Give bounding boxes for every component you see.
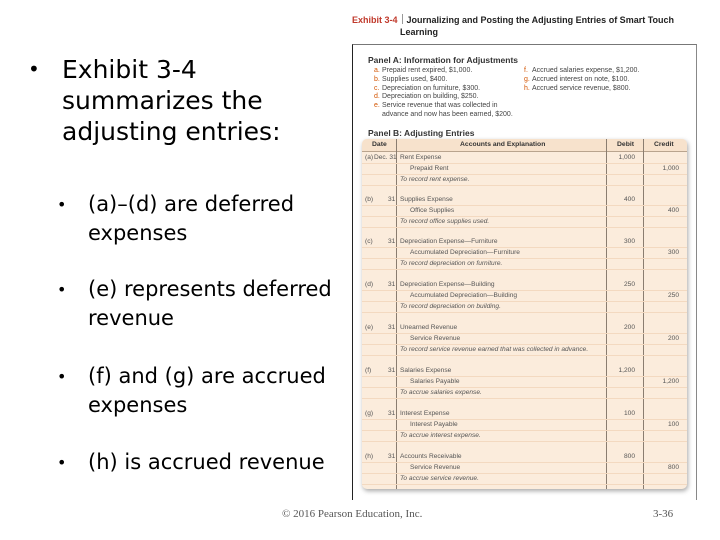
page-number: 3-36 bbox=[653, 508, 674, 520]
exhibit-title bbox=[352, 14, 712, 38]
panel-a-title: Panel A: Information for Adjustments bbox=[368, 55, 519, 65]
panel-a-col2 bbox=[524, 67, 694, 93]
bullet-icon: • bbox=[57, 195, 67, 214]
exhibit-number: Exhibit 3-4 bbox=[352, 15, 398, 25]
column-header-credit: Credit bbox=[654, 141, 674, 148]
bullet-icon: • bbox=[57, 367, 67, 386]
journal-entry: (a) Dec. 31 Rent Expense 1,000 Prepaid Rent 1,000 To record rent expense. bbox=[362, 152, 687, 192]
footer-copyright: © 2016 Pearson Education, Inc. bbox=[282, 508, 423, 520]
exhibit-title-line2: Learning bbox=[400, 27, 439, 37]
panel-a-item: e. Service revenue that was collected in advance and now has been earned, $200. bbox=[374, 102, 513, 118]
journal-entry: (h) 31 Accounts Receivable 800 Service Revenue 800 To accrue service revenue. bbox=[362, 451, 687, 489]
title-divider bbox=[402, 14, 403, 24]
sub-bullet-text: (a)–(d) are deferred expenses bbox=[88, 192, 295, 245]
panel-b-title: Panel B: Adjusting Entries bbox=[368, 128, 475, 138]
sub-bullet-text: (f) and (g) are accrued expenses bbox=[88, 364, 326, 417]
panel-a-item: d. Depreciation on building, $250. bbox=[374, 93, 479, 101]
panel-a-col1 bbox=[374, 67, 524, 120]
journal-entry: (b) 31 Supplies Expense 400 Office Supplies 400 To record office supplies used. bbox=[362, 194, 687, 234]
bullet-icon: • bbox=[28, 57, 40, 81]
journal-entry: (c) 31 Depreciation Expense—Furniture 300 Accumulated Depreciation—Furniture 300 To record depreciation on furniture. bbox=[362, 236, 687, 276]
journal-entry: (d) 31 Depreciation Expense—Building 250 Accumulated Depreciation—Building 250 To record depreciation on building. bbox=[362, 279, 687, 319]
journal-entry: (f) 31 Salaries Expense 1,200 Salaries Payable 1,200 To accrue salaries expense. bbox=[362, 365, 687, 405]
table-header bbox=[362, 139, 687, 152]
panel-a-item: b. Supplies used, $400. bbox=[374, 75, 448, 83]
sub-bullet-text: (h) is accrued revenue bbox=[88, 450, 325, 474]
journal-table bbox=[362, 139, 687, 489]
column-header-accounts: Accounts and Explanation bbox=[460, 141, 546, 148]
bullet-icon: • bbox=[57, 280, 67, 299]
panel-a-item: a. Prepaid rent expired, $1,000. bbox=[374, 67, 473, 74]
panel-a-item: h. Accrued service revenue, $800. bbox=[524, 84, 631, 92]
journal-entry: (g) 31 Interest Expense 100 Interest Payable 100 To accrue interest expense. bbox=[362, 408, 687, 448]
main-bullet-text: Exhibit 3-4 summarizes the adjusting entries: bbox=[62, 55, 281, 146]
column-header-date: Date bbox=[372, 141, 387, 148]
panel-a-item: g. Accrued interest on note, $100. bbox=[524, 75, 630, 83]
journal-entry: (e) 31 Unearned Revenue 200 Service Revenue 200 To record service revenue earned that was collected in advance. bbox=[362, 322, 687, 362]
column-header-debit: Debit bbox=[617, 141, 634, 148]
exhibit-title-line1: Journalizing and Posting the Adjusting Entries of Smart Touch bbox=[406, 15, 675, 25]
panel-a-item: f. Accrued salaries expense, $1,200. bbox=[524, 67, 640, 74]
sub-bullet-text: (e) represents deferred revenue bbox=[88, 277, 332, 330]
panel-a-item: c. Depreciation on furniture, $300. bbox=[374, 84, 481, 92]
bullet-icon: • bbox=[57, 453, 67, 472]
